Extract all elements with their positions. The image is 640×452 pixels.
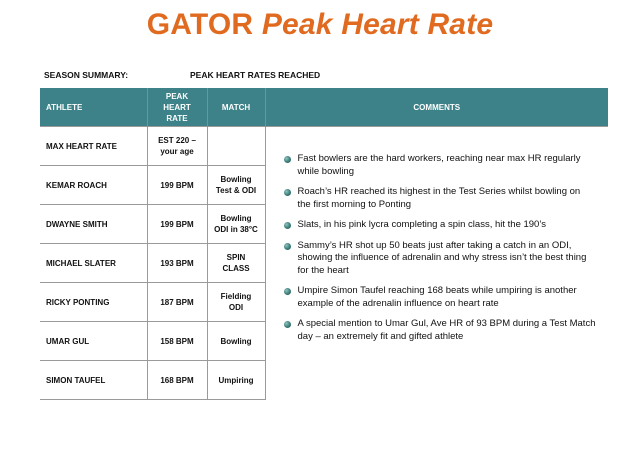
peak-header-line1: PEAK bbox=[165, 91, 189, 101]
match-cell bbox=[207, 205, 265, 244]
match-line1: Fielding bbox=[220, 292, 252, 301]
bullet-icon bbox=[284, 288, 291, 295]
heart-rate-table bbox=[40, 88, 608, 400]
athlete-column-header: ATHLETE bbox=[40, 88, 147, 127]
match-cell: Umpiring bbox=[207, 361, 265, 400]
peak-header-line2: HEART bbox=[163, 102, 191, 112]
match-cell bbox=[207, 166, 265, 205]
match-column-header: MATCH bbox=[207, 88, 265, 127]
athlete-cell: MAX HEART RATE bbox=[40, 127, 147, 166]
table-header-row bbox=[40, 88, 608, 127]
rate-cell: 158 BPM bbox=[147, 322, 207, 361]
match-line2: ODI bbox=[228, 303, 244, 312]
match-line1: Bowling bbox=[220, 214, 252, 223]
rate-cell bbox=[147, 127, 207, 166]
peak-header-line3: RATE bbox=[166, 113, 188, 123]
match-cell: Bowling bbox=[207, 322, 265, 361]
comments-list bbox=[266, 127, 609, 343]
page-title bbox=[0, 8, 640, 42]
match-line1: Bowling bbox=[220, 175, 252, 184]
rate-cell: 199 BPM bbox=[147, 205, 207, 244]
comment-item bbox=[284, 219, 597, 232]
athlete-cell: DWAYNE SMITH bbox=[40, 205, 147, 244]
athlete-cell: SIMON TAUFEL bbox=[40, 361, 147, 400]
match-line2: Test & ODI bbox=[215, 186, 257, 195]
comment-text: Slats, in his pink lycra completing a spin class, hit the 190’s bbox=[297, 219, 547, 230]
comment-text: Sammy’s HR shot up 50 beats just after taking a catch in an ODI, showing the influence of adrenalin and why stress isn’t the best thing for the heart bbox=[297, 239, 587, 276]
comment-item bbox=[284, 318, 597, 343]
title-brand: GATOR bbox=[146, 8, 254, 41]
rate-line2: your age bbox=[160, 147, 194, 156]
comment-text: Roach’s HR reached its highest in the Test Series whilst bowling on the first morning to Ponting bbox=[297, 186, 581, 210]
comment-text: A special mention to Umar Gul, Ave HR of 93 BPM during a Test Match day – an extremely fit and gifted athlete bbox=[297, 318, 596, 342]
athlete-cell: KEMAR ROACH bbox=[40, 166, 147, 205]
rate-cell: 168 BPM bbox=[147, 361, 207, 400]
rate-cell: 187 BPM bbox=[147, 283, 207, 322]
match-line1: SPIN bbox=[226, 253, 246, 262]
season-summary-label: SEASON SUMMARY: bbox=[44, 70, 129, 80]
bullet-icon bbox=[284, 189, 291, 196]
table-row bbox=[40, 127, 608, 166]
rate-line1: EST 220 – bbox=[158, 136, 196, 145]
peak-heart-rate-column-header bbox=[147, 88, 207, 127]
title-rest: Peak Heart Rate bbox=[261, 8, 494, 41]
match-cell bbox=[207, 283, 265, 322]
athlete-cell: RICKY PONTING bbox=[40, 283, 147, 322]
bullet-icon bbox=[284, 156, 291, 163]
athlete-cell: MICHAEL SLATER bbox=[40, 244, 147, 283]
match-cell bbox=[207, 244, 265, 283]
bullet-icon bbox=[284, 222, 291, 229]
bullet-icon bbox=[284, 321, 291, 328]
comment-item bbox=[284, 240, 597, 278]
match-cell bbox=[207, 127, 265, 166]
comment-text: Fast bowlers are the hard workers, reaching near max HR regularly while bowling bbox=[297, 153, 581, 177]
comment-item bbox=[284, 285, 597, 310]
rate-cell: 199 BPM bbox=[147, 166, 207, 205]
match-line2: CLASS bbox=[222, 264, 250, 273]
comments-cell bbox=[265, 127, 608, 400]
rate-cell: 193 BPM bbox=[147, 244, 207, 283]
comment-text: Umpire Simon Taufel reaching 168 beats while umpiring is another example of the adrenalin influence on heart rate bbox=[297, 285, 577, 309]
comments-column-header: COMMENTS bbox=[265, 88, 608, 127]
comment-item bbox=[284, 153, 597, 178]
athlete-cell: UMAR GUL bbox=[40, 322, 147, 361]
match-line2: ODI in 38°C bbox=[214, 225, 258, 234]
summary-subtitle: PEAK HEART RATES REACHED bbox=[190, 70, 321, 80]
bullet-icon bbox=[284, 243, 291, 250]
comment-item bbox=[284, 186, 597, 211]
